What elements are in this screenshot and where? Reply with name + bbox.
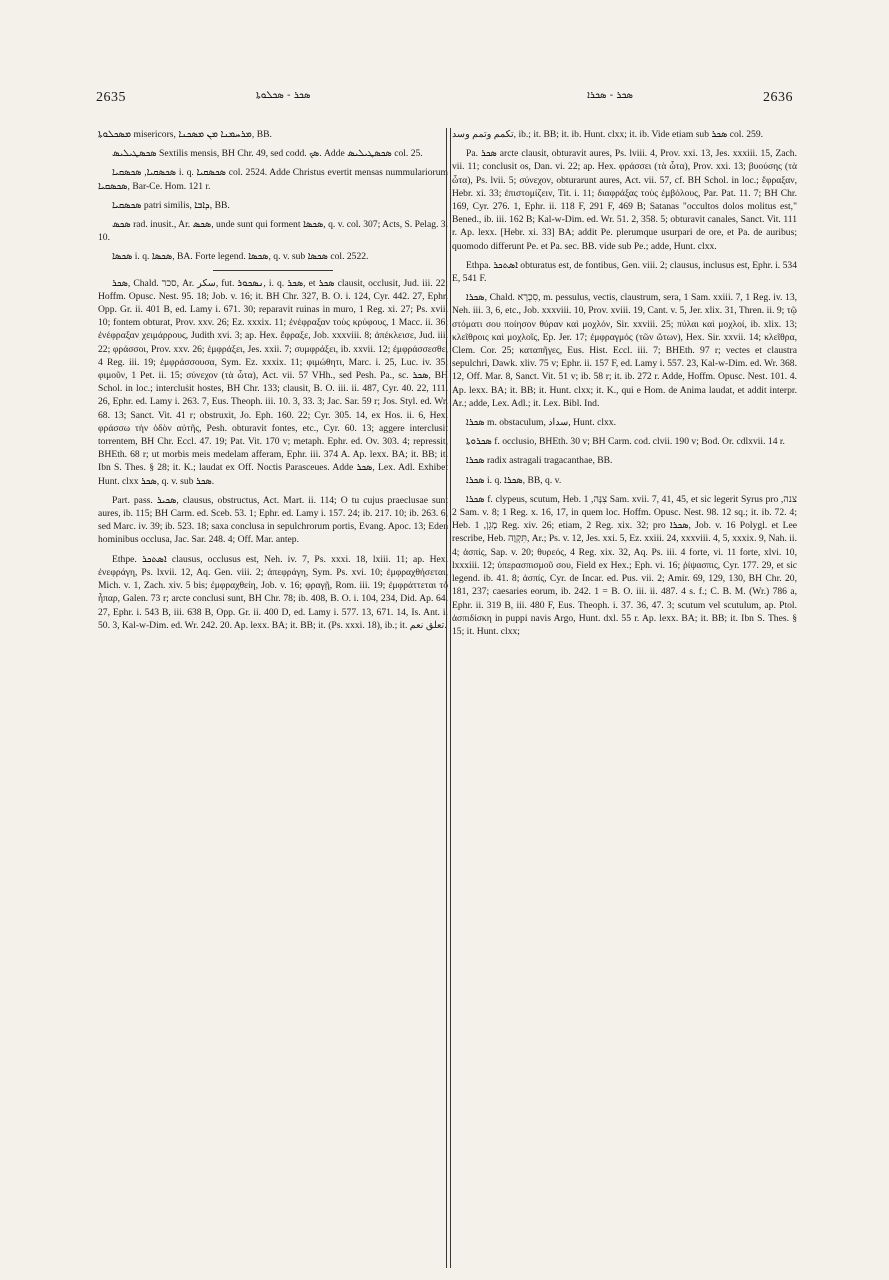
right-page-number: 2636 xyxy=(763,90,793,105)
main-entry: ܣܟܪ, Chald. סכר, Ar. سكر, fut. ܢܣܟܘܪ, i. q. ܣܟܪ, et ܣܟܪ clausit, occlusit, Jud. iii. 22; Hoffm. Opusc. Nest. 95. 18; Job. v. 16; it. BH Chr. 327, B. O. i. 124, Cyr. 442. 27, Ephr. Opp. Gr. ii. 401 B, ed. Lamy i. 671. 30; reparavit ruinas in muro, 1 Reg. xi. 27; Ps. xvii. 10; fontem obturat, Prov. xxv. 26; Ez. xxxix. 11; ἐνέφραξαν τοὺς κρύφους, 1 Macc. ii. 36; ἐνέφραξαν χειμάρρους, Judith xvi. 3; ap. Hex. ἔφραξε, Job. xxxviii. 8; ἀπέκλεισε, Jud. iii. 22; φράσσοι, Prov. xxv. 26; ἐμφράξει, Jes. xxii. 7; συμφράξει, ib. xxvii. 12; ἐμφράσσεσθε, 4 Reg. iii. 19; ἐμφράσσουσα, Sym. Ez. xxxix. 11; φιμώθητι, Marc. i. 25, Luc. iv. 35; φιμοῦν, 1 Pet. ii. 15; σύνεχον (τὰ ὦτα), Act. vii. 57 VHh., sed Pesh. Pa., sc. ܣܟܪ, BH Schol. in loc.; intercluṡit hostes, BH Chr. 133; clausit, B. O. iii. ii. 487, Cyr. 40. 22, 111. 26, Ephr. ed. Lamy i. 263. 7, Eus. Theoph. iii. 10. 3, 33. 3; Jac. Sar. 59 r; Jos. Styl. ed. Wr. 68. 13; Sanct. Vit. 41 r; obstruxit, Jo. Eph. 160. 22; Cyr. 305. 14, ex Hos. ii. 6, Hex. φράσσω τὴν ὁδὸν αὐτῆς, Pesh. obturavit fontes, etc., Cyr. 60. 13; aggere interclusit torrentem, BH Chr. Eccl. 47. 19; Pat. Vit. 170 v; metaph. Ephr. ed. Ov. 303. 4; repressit, BHEth. 68 r; ut morbis meis medelam afferam, Ephr. iii. 374 A. Ap. lexx. BA; it. BB; it. Ibn S. Thes. § 28; it. K.; laudat ex Off. Noctis Parasceues. Adde ܣܟܪ, Lex. Adl. Exhibet Hunt. clxx ܣܟܪ, q. v. sub ܣܟܪ. xyxy=(98,277,448,487)
entry: ܣܟܣܛܝܠܝܣ Sextilis mensis, BH Chr. 49, sed codd. ܣܟ. Adde ܣܟܣܛܝܠܝܣ col. 25. xyxy=(112,148,423,160)
entry: ܣܟܣܩܝܐ, ܣܟܣܩܝܐ i. q. ܣܟܣܩܝܐ col. 2524. Adde Christus evertit mensas nummulariorum ܣܟܣܩܝܐ, Bar-Ce. Hom. 121 r. xyxy=(98,167,448,192)
entry: ܣܟܪܘܬܐ f. occlusio, BHEth. 30 v; BH Carm. cod. clvii. 190 v; Bod. Or. cdlxvii. 14 r. xyxy=(466,436,785,448)
entry: ܣܟܪܐ radix astragali tragacanthae, BB. xyxy=(466,455,613,467)
page-header xyxy=(96,90,793,116)
left-column xyxy=(98,128,448,1273)
entry: ܣܟܣܐ i. q. ܣܟܣܐ, BA. Forte legend. ܣܟܣܐ, q. v. sub ܣܟܣܐ col. 2522. xyxy=(112,251,369,263)
entry: ܣܟܪܐ i. q. ܣܟܪܐ, BB, q. v. xyxy=(466,474,562,486)
main-entry: Ethpe. ܐܣܬܟܪ clausus, occlusus est, Neh. iv. 7, Ps. xxxi. 18, lxiii. 11; ap. Hex. ἐνεφράγη, Ps. lxvii. 12, Aq. Gen. viii. 2; ἀπεφράγη, Sym. Ps. xvi. 10; ἐμφραχθήσεται, Mich. v. 1, Zach. xiv. 5 bis; ἐμφραχθείη, Job. v. 16; φραγῇ, Rom. iii. 19; ἐμφράττεται τὸ ἧπαρ, Galen. 73 r; arcte conclusi sunt, BH Chr. 78; ib. 408, B. O. i. 104, 234, Did. Ap. 64. 27, Ephr. i. 543 B, iii. 638 B, Opp. Gr. ii. 400 D, ed. Lamy i. 577. 13, 671. 14, Is. Ant. i. 50. 3, Kal-w-Dim. ed. Wr. 242. 20. Ap. lexx. BA; it. BB; it. (Ps. xxxi. 18), ib.; it. تعلق نعم. xyxy=(98,553,448,631)
entry: ܣܟܣܩܝܐ patri similis, ܕܐܒܐ, BB. xyxy=(112,199,230,211)
entry: ܡܣܟܠܘܬܐ misericors, ܡܪܚܡܢܐ ܡܢ ܡܣܟܢܐ, BB. xyxy=(98,129,272,140)
entry: ܣܟܪܐ, Chald. סִכְרָא, m. pessulus, vectis, claustrum, sera, 1 Sam. xxiii. 7, 1 Reg. iv. 13, Neh. iii. 3, 6, etc., Job. xxxviii. 10, Prov. xviii. 19, Cant. v. 5, Jer. xlix. 31, Thren. ii. 9; τῷ στόματι σου ποίησον θύραν καὶ μοχλόν, Sir. xxviii. 25; πύλαι καὶ μοχλοί, ib. xlix. 13; κλεῖθροις καὶ μοχλοῖς, Ep. Jer. 17; ἐμφραγμός (τῶν ὤτων), Hex. Sir. xxvii. 14; κλεῖθρα, Clem. Cor. 25; καταπῆγες, Eus. Hist. Eccl. iii. 7; BHEth. 97 r; vectes et claustra sepulchri, Dawk. xliv. 75 v; Ephr. ii. 157 F, ed. Lamy i. 557. 23, Kal-w-Dim. ed. Wr. 368. 12, Off. Mar. 8, Sanct. Vit. 51 v; ib. 58 r; it. ib. 272 r. Adde, Hoffm. Opusc. Nest. 101. 4. Ap. lexx. BA; it. BB; it. Hunt. clxx; it. K., qui e Hom. de Anima laudat, et addit interpr. Ar.; adde, Lex. Adl.; it. Lex. Bibl. Ind. xyxy=(452,292,797,409)
left-running-head: ܣܟܪ - ܣܟܠܘܬܐ xyxy=(256,90,311,101)
entry: تكمم وتمم وسد, ib.; it. BB; it. ib. Hunt. clxx; it. ib. Vide etiam sub ܣܟܪ col. 259. xyxy=(452,129,764,140)
section-separator xyxy=(213,270,333,271)
entry: ܣܟܣ rad. inusit., Ar. ܣܟܣ, unde sunt qui forment ܣܟܣܐ, q. v. col. 307; Acts, S. Pelag. 3. 10. xyxy=(98,219,448,244)
entry: ܣܟܪܐ m. obstaculum, سداد, Hunt. clxx. xyxy=(466,417,616,429)
entry: ܣܟܪܐ f. clypeus, scutum, Heb. צִנָּה, 1 Sam. xvii. 7, 41, 45, et sic legerit Syrus pro צנה, 2 Sam. v. 8; 1 Reg. x. 16, 17, in quem loc. Hoffm. Opusc. Nest. 98. 12 sq.; it. ib. 72. 4; Heb. מָגֵן, 1 Reg. xiv. 26; etiam, 2 Reg. xix. 32; pro ܣܟܪܐ, Job. v. 16 Polygl. et Lee rescribe, Heb. תִּקְוָה, Ar.; Ps. v. 12, Jes. xxi. 5, Ez. xxiii. 24, xxxviii. 4, 5, xxxix. 9, Nah. ii. 4; ἀσπίς, Sap. v. 20; θυρεός, 4 Reg. xix. 32, Aq. Ps. iii. 4 forte, vi. 11 forte, xlvi. 10, lxxxiii. 12; ὑπερασπισμοῦ σου, Field ex Hex.; Eph. vi. 16; ῥίψασπις, Cyr. 177. 29, et sic legend. ib. 41. 8; ἀσπίς, Cyr. de Incar. ed. Pus. vii. 2; Amir. 69, 129, 130, BH Chr. 20, 181, 237; caesaries eorum, ib. 242. 1 = B. O. iii. ii. 487. 4 s. f.; C. B. M. (Wr.) 786 a, Ephr. ii. 319 B, iii. 480 F, Eus. Theoph. i. 37. 36, 47. 3; scutum vel scutulum, ap. Ptol. ἀσπιδίσκη in puppi navis Argo, Hunt. dxl. 55 r. Ap. lexx. BA; it. BB; it. Ibn S. Thes. § 15; it. Hunt. clxx; xyxy=(452,493,797,637)
right-column xyxy=(452,128,797,1273)
main-entry: Part. pass. ܣܟܝܪ, clausus, obstructus, Act. Mart. ii. 114; O tu cujus praeclusae sunt aures, ib. 115; BH Carm. ed. Sceb. 53. 1; Ephr. ed. Lamy i. 157. 24; ib. 217. 10; ib. 263. 6, sed Marc. iv. 39; ib. 523. 18; saxa conclusa in sepulchrorum portis, Evang. Apoc. 13; Eden hominibus occlusa, Jac. Sar. 248. 4; Off. Mar. antep. xyxy=(98,494,448,546)
entry: Ethpa. ܐܣܬܟܪ obturatus est, de fontibus, Gen. viii. 2; clausus, inclusus est, Ephr. i. 534 E, 541 F. xyxy=(452,259,797,285)
left-page-number: 2635 xyxy=(96,90,126,105)
entry: Pa. ܣܟܪ arcte clausit, obturavit aures, Ps. lviii. 4, Prov. xxi. 13, Jes. xxxiii. 15, Zach. vii. 11; conclusit os, Dan. vi. 22; ap. Hex. φράσσει (τὰ ὦτα), Prov. xxi. 13; βυούσης (τὰ ὦτα), Ps. lvii. 5; σύνεχον, obturarunt aures, Act. vii. 57, cf. BH Schol. in loc.; ἔφραξαν, Hebr. xi. 33; ἐπιστομίζειν, Tit. i. 11; διαφράξας τοὺς ἐμβόλους, Par. Pat. 11. 7; BH Chr. 169, Cyr. 276. 1, Ephr. ii. 118 F, 291 F, 469 B; Satanas "occultos dolos molitus est," Bened., ib. iii. 162 B; Kal-w-Dim. ed. Wr. 51. 2, 358. 5; obturavit canales, Sanct. Vit. 111 r. Ap. lexx. [Hebr. xi. 33] BA; addit Pe. plerumque usurpari de ore, et Pa. de auribus; quomodo differunt Pe. et Pa. sec. BB. vide sub Pe.; adde, Hunt. clxx. xyxy=(452,148,797,252)
right-running-head: ܣܟܪ - ܣܟܪܐ xyxy=(587,90,633,101)
column-divider-left xyxy=(446,128,448,1268)
